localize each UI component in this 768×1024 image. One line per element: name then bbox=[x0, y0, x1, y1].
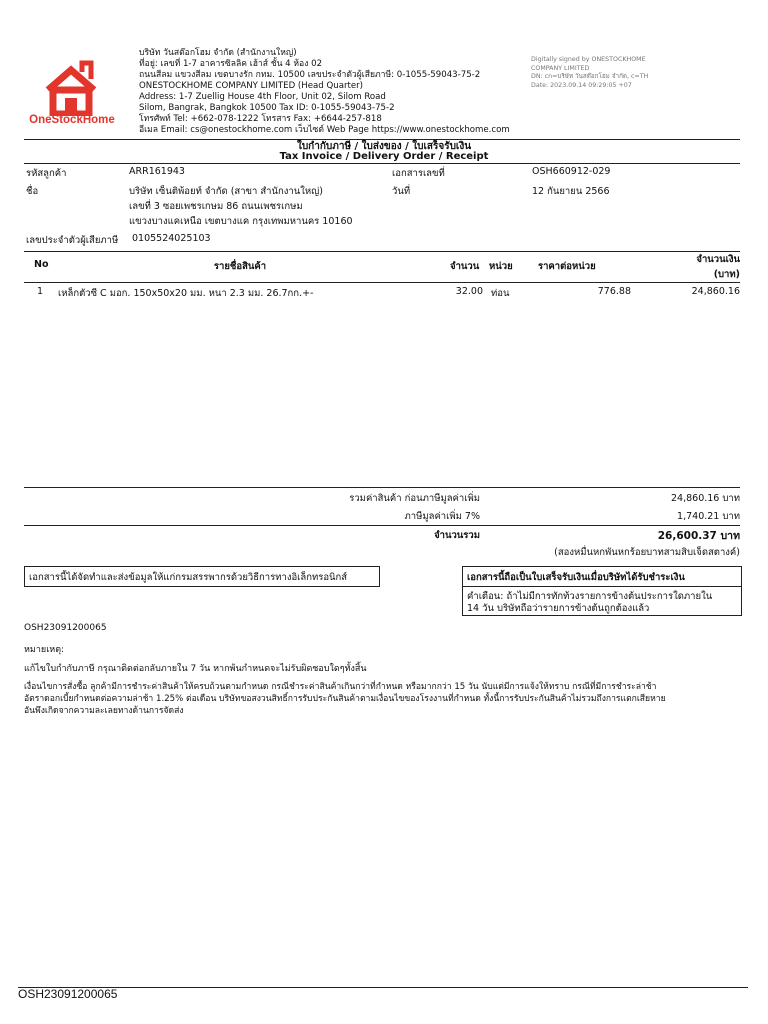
warning-line: 14 วัน บริษัทถือว่ารายการข้างต้นถูกต้องแล้ว bbox=[467, 603, 650, 614]
vat-label: ภาษีมูลค่าเพิ่ม 7% bbox=[404, 511, 480, 522]
header-no: No bbox=[34, 259, 49, 270]
row-quantity: 32.00 bbox=[455, 286, 483, 297]
row-description: เหล็กตัวซี C มอก. 150x50x20 มม. หนา 2.3 มม. 26.7กก.+- bbox=[58, 288, 314, 299]
company-line: อีเมล Email: cs@onestockhome.com เว็บไซต์ Web Page https://www.onestockhome.com bbox=[139, 125, 510, 135]
totals-top-line bbox=[24, 487, 740, 488]
company-line: บริษัท วันสต๊อกโฮม จำกัด (สำนักงานใหญ่) bbox=[139, 48, 297, 58]
etax-note-box bbox=[24, 566, 380, 587]
receipt-title: เอกสารนี้ถือเป็นใบเสร็จรับเงินเมื่อบริษัทได้รับชำระเงิน bbox=[467, 572, 685, 583]
page-code: OSH23091200065 bbox=[18, 987, 118, 1001]
row-no: 1 bbox=[37, 286, 44, 297]
customer-code: ARR161943 bbox=[129, 166, 185, 177]
header-description: รายชื่อสินค้า bbox=[213, 261, 267, 272]
etax-note: เอกสารนี้ได้จัดทำและส่งข้อมูลให้แก่กรมสรรพากรด้วยวิธีการทางอิเล็กทรอนิกส์ bbox=[29, 572, 348, 583]
remark-text: แก้ไขใบกำกับภาษี กรุณาติดต่อกลับภายใน 7 วัน หากพ้นกำหนดจะไม่รับผิดชอบใดๆทั้งสิ้น bbox=[24, 664, 367, 674]
table-header-line bbox=[24, 282, 740, 283]
signature-line: Digitally signed by ONESTOCKHOME bbox=[531, 56, 646, 63]
total-label: จำนวนรวม bbox=[434, 530, 480, 541]
warning-line: คำเตือน: ถ้าไม่มีการทักท้วงรายการข้างต้นประการใดภายใน bbox=[467, 591, 713, 602]
doc-date: 12 กันยายน 2566 bbox=[532, 186, 610, 197]
reference-code: OSH23091200065 bbox=[24, 623, 107, 633]
row-unit-price: 776.88 bbox=[597, 286, 631, 297]
row-amount: 24,860.16 bbox=[691, 286, 740, 297]
customer-address-line1: เลขที่ 3 ซอยเพชรเกษม 86 ถนนเพชรเกษม bbox=[129, 201, 303, 212]
company-line: Silom, Bangrak, Bangkok 10500 Tax ID: 0-1055-59043-75-2 bbox=[139, 103, 395, 113]
terms-line: เงื่อนไขการสั่งซื้อ ลูกค้ามีการชำระค่าสินค้าให้ครบถ้วนตามกำหนด กรณีชำระค่าสินค้าเกินกว่าที่กำหนด หรือมากกว่า 15 วัน นับแต่มีการแจ้งให้ทราบ กรณีที่มีการชำระล่าช้า bbox=[24, 682, 657, 692]
title-english: Tax Invoice / Delivery Order / Receipt bbox=[279, 151, 489, 162]
subtotal-label: รวมค่าสินค้า ก่อนภาษีมูลค่าเพิ่ม bbox=[349, 493, 480, 504]
company-line: ถนนสีลม แขวงสีลม เขตบางรัก กทม. 10500 เลขประจำตัวผู้เสียภาษี: 0-1055-59043-75-2 bbox=[139, 70, 481, 80]
terms-line: อันพึงเกิดจากความละเลยทางด้านการจัดส่ง bbox=[24, 706, 184, 716]
customer-code-label: รหัสลูกค้า bbox=[26, 168, 67, 179]
doc-no: OSH660912-029 bbox=[532, 166, 611, 177]
customer-address-line2: แขวงบางแคเหนือ เขตบางแค กรุงเทพมหานคร 10160 bbox=[129, 216, 353, 227]
receipt-box bbox=[462, 566, 742, 616]
customer-name-label: ชื่อ bbox=[26, 186, 39, 197]
signature-line: Date: 2023.09.14 09:29:05 +07 bbox=[531, 81, 632, 89]
header-unit: หน่วย bbox=[489, 261, 513, 272]
tax-id-label: เลขประจำตัวผู้เสียภาษี bbox=[26, 235, 119, 246]
terms-line: อัตราดอกเบี้ยกำหนดต่อความล่าช้า 1.25% ต่อเดือน บริษัทขอสงวนสิทธิ์การรับประกันสินค้าตามเงื่อนไขของโรงงานที่กำหนด ทั้งนี้การรับประกันสินค้าไม่รวมถึงการแตกเสียหาย bbox=[24, 694, 666, 704]
remark-label: หมายเหตุ: bbox=[24, 645, 65, 655]
header-amount-unit: (บาท) bbox=[713, 269, 740, 280]
title-thai: ใบกำกับภาษี / ใบส่งของ / ใบเสร็จรับเงิน bbox=[296, 141, 472, 152]
brand-name: OneStockHome bbox=[29, 114, 115, 126]
total-line bbox=[24, 525, 740, 526]
company-line: Address: 1-7 Zuellig House 4th Floor, Unit 02, Silom Road bbox=[139, 92, 386, 102]
company-line: โทรศัพท์ Tel: +662-078-1222 โทรสาร Fax: +6644-257-818 bbox=[139, 114, 382, 124]
total-in-words: (สองหมื่นหกพันหกร้อยบาทสามสิบเจ็ดสตางค์) bbox=[554, 547, 740, 558]
header-unit-price: ราคาต่อหน่วย bbox=[538, 261, 596, 272]
header-amount: จำนวนเงิน bbox=[696, 254, 740, 265]
terms bbox=[24, 681, 666, 717]
customer-name: บริษัท เซ็นติพ้อยท์ จำกัด (สาขา สำนักงานใหญ่) bbox=[129, 186, 323, 197]
signature-line: DN: cn=บริษัท วันสต๊อกโฮม จำกัด, c=TH bbox=[531, 73, 649, 81]
date-label: วันที่ bbox=[392, 186, 411, 197]
subtotal-value: 24,860.16 บาท bbox=[671, 493, 740, 504]
table-top-line bbox=[24, 251, 740, 252]
divider bbox=[24, 163, 740, 164]
digital-signature bbox=[531, 56, 648, 90]
tax-id: 0105524025103 bbox=[132, 233, 211, 244]
footer-line bbox=[18, 987, 748, 988]
company-line: ONESTOCKHOME COMPANY LIMITED (Head Quarter) bbox=[139, 81, 364, 91]
row-unit: ท่อน bbox=[491, 288, 510, 299]
header-quantity: จำนวน bbox=[450, 261, 480, 272]
vat-value: 1,740.21 บาท bbox=[677, 511, 740, 522]
signature-line: COMPANY LIMITED bbox=[531, 64, 590, 72]
total-value: 26,600.37 บาท bbox=[657, 530, 740, 542]
doc-no-label: เอกสารเลขที่ bbox=[392, 168, 445, 179]
company-info bbox=[139, 48, 510, 136]
company-line: ที่อยู่: เลขที่ 1-7 อาคารซิลลิค เฮ้าส์ ชั้น 4 ห้อง 02 bbox=[139, 59, 323, 69]
divider bbox=[463, 586, 741, 587]
